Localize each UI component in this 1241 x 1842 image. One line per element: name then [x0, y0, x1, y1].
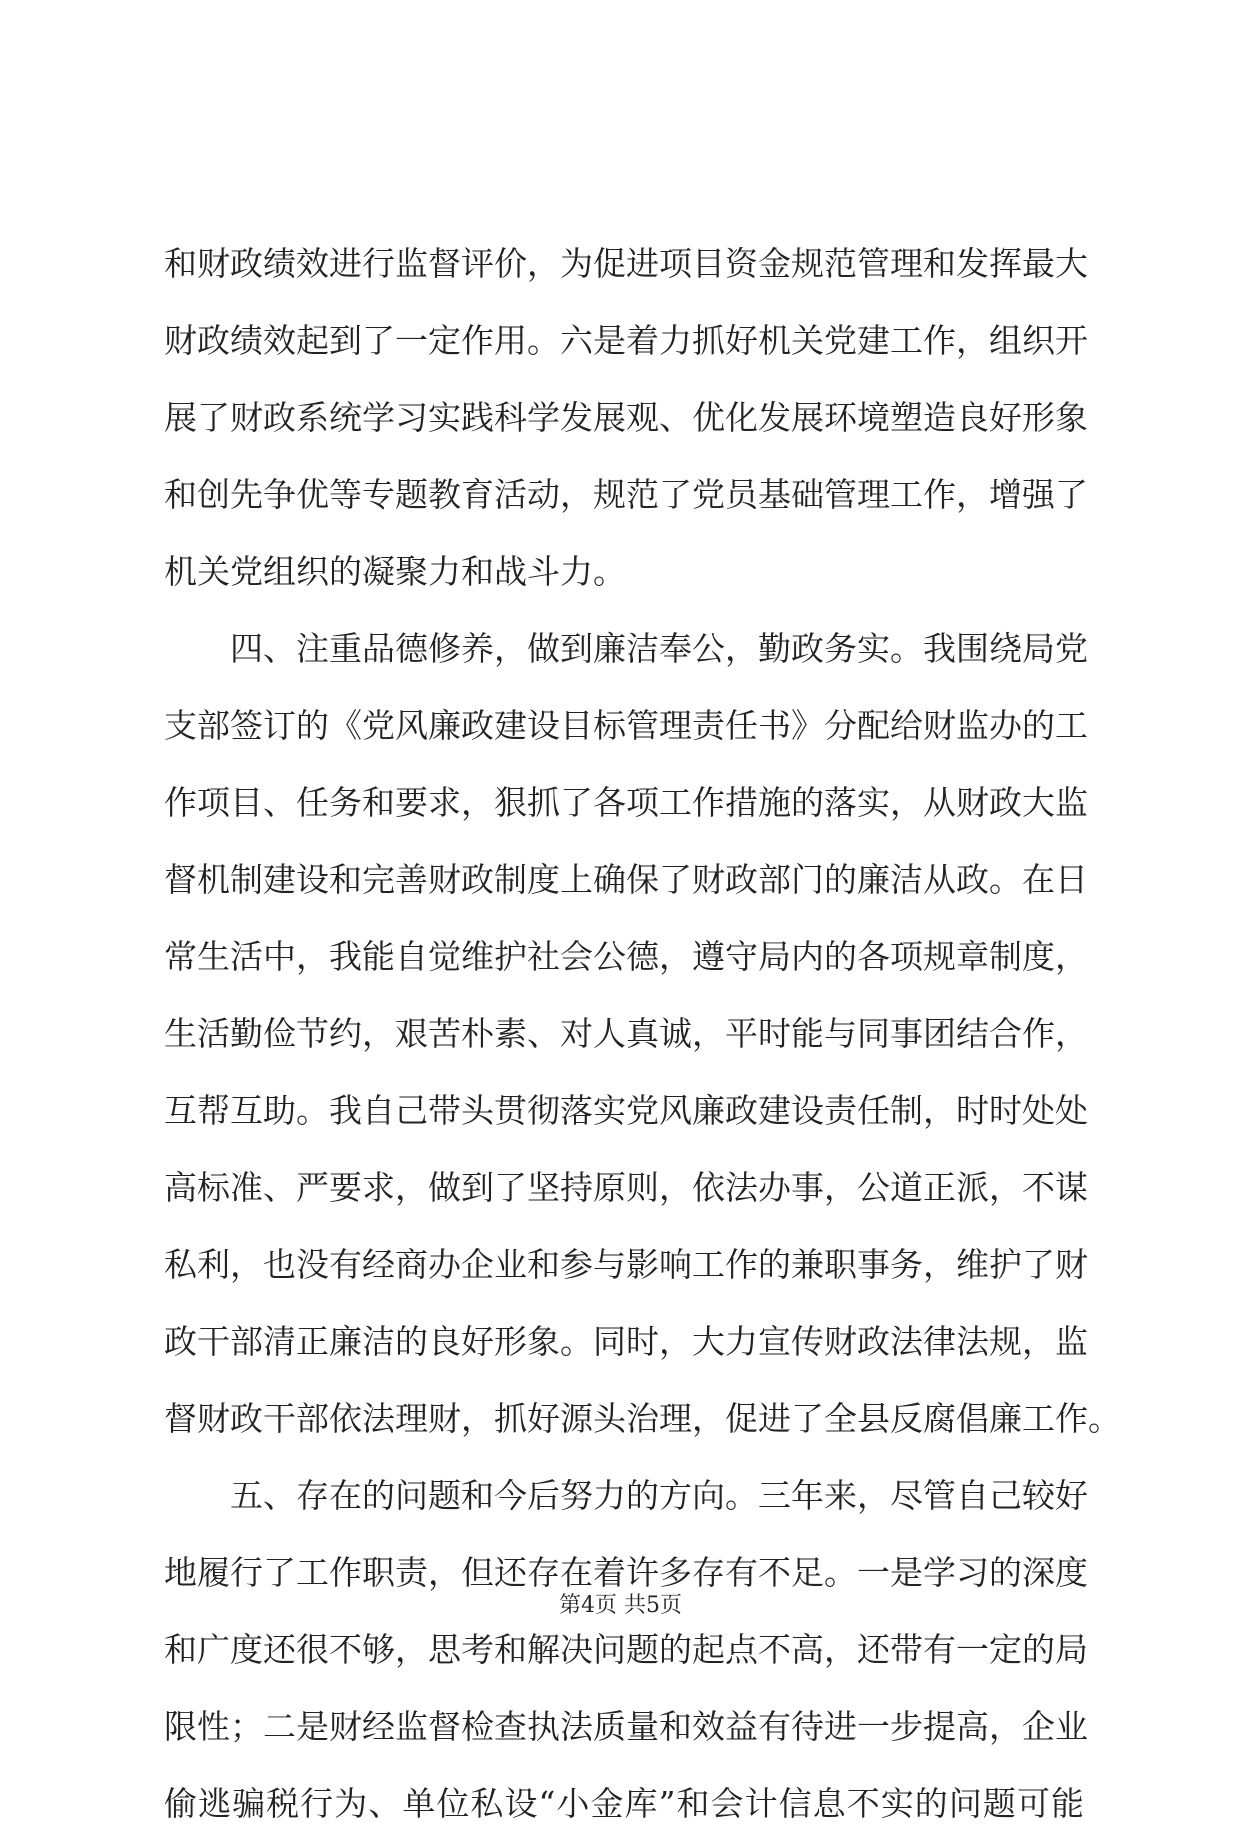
text-line: 支部签订的《党风廉政建设目标管理责任书》分配给财监办的工 [164, 706, 1088, 745]
text-line: 地履行了工作职责，但还存在着许多存有不足。一是学习的深度 [164, 1553, 1088, 1592]
text-line: 督机制建设和完善财政制度上确保了财政部门的廉洁从政。在日 [164, 860, 1088, 899]
text-line: 政干部清正廉洁的良好形象。同时，大力宣传财政法律法规，监 [164, 1322, 1088, 1361]
text-line: 私利，也没有经商办企业和参与影响工作的兼职事务，维护了财 [164, 1245, 1088, 1284]
text-line: 机关党组织的凝聚力和战斗力。 [164, 552, 626, 591]
text-line: 和创先争优等专题教育活动，规范了党员基础管理工作，增强了 [164, 475, 1088, 514]
text-line: 作项目、任务和要求，狠抓了各项工作措施的落实，从财政大监 [164, 783, 1088, 822]
text-line: 财政绩效起到了一定作用。六是着力抓好机关党建工作，组织开 [164, 321, 1088, 360]
text-line: 限性；二是财经监督检查执法质量和效益有待进一步提高，企业 [164, 1707, 1088, 1746]
paragraph-start-line: 五、存在的问题和今后努力的方向。三年来，尽管自己较好 [230, 1476, 1088, 1515]
paragraph-start-line: 四、注重品德修养，做到廉洁奉公，勤政务实。我围绕局党 [230, 629, 1088, 668]
text-line: 展了财政系统学习实践科学发展观、优化发展环境塑造良好形象 [164, 398, 1088, 437]
text-line: 和财政绩效进行监督评价，为促进项目资金规范管理和发挥最大 [164, 244, 1088, 283]
text-line: 生活勤俭节约，艰苦朴素、对人真诚，平时能与同事团结合作， [164, 1014, 1088, 1053]
page-footer [0, 1588, 1241, 1619]
text-line: 和广度还很不够，思考和解决问题的起点不高，还带有一定的局 [164, 1630, 1088, 1669]
text-line: 偷逃骗税行为、单位私设“小金库”和会计信息不实的问题可能 [164, 1784, 1084, 1823]
page-number: 第4页 共5页 [559, 1593, 682, 1618]
text-line: 互帮互助。我自己带头贯彻落实党风廉政建设责任制，时时处处 [164, 1091, 1088, 1130]
text-line: 常生活中，我能自觉维护社会公德，遵守局内的各项规章制度， [164, 937, 1088, 976]
text-line: 高标准、严要求，做到了坚持原则，依法办事，公道正派，不谋 [164, 1168, 1088, 1207]
text-line: 督财政干部依法理财，抓好源头治理，促进了全县反腐倡廉工作。 [164, 1399, 1121, 1438]
